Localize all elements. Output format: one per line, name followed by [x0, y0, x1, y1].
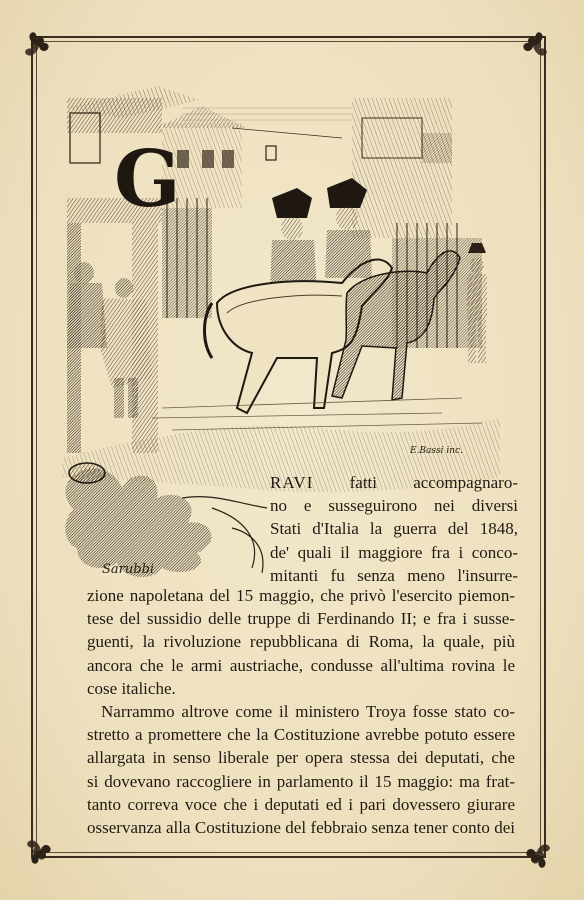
text-line: Narrammo altrove come il ministero Troya fosse stato co-	[101, 701, 515, 721]
opening-paragraph-wrapped	[270, 471, 518, 587]
text-line: stretto a promettere che la Costituzione avrebbe potuto essere	[87, 725, 515, 745]
text-line: guenti, la rivoluzione repubblicana di Roma, la quale, più	[87, 632, 515, 652]
text-line: Stati d'Italia la guerra del 1848,	[270, 519, 518, 539]
text-line: ancora che le armi austriache, condusse all'ultima rovina le	[87, 655, 515, 675]
artist-signature: Sarubbi	[102, 562, 155, 577]
text-line: si dovevano raccogliere in parlamento il 15 maggio: ma frat-	[87, 771, 515, 791]
text-line: allargata in senso liberale per opera stessa dei deputati, che	[87, 748, 515, 768]
corner-ornament-icon	[23, 832, 59, 868]
text-line: mitanti fu senza meno l'insurre-	[270, 565, 518, 585]
corner-ornament-icon	[515, 28, 551, 64]
text-line: cose italiche.	[87, 678, 176, 698]
text-line: no e susseguirono nei diversi	[270, 496, 518, 516]
text-line: de' quali il maggiore fra i conco-	[270, 542, 518, 562]
corner-ornament-icon	[518, 836, 554, 872]
corner-ornament-icon	[21, 28, 57, 64]
initial-letter: G	[114, 134, 181, 225]
engraver-signature: E.Bassi inc.	[410, 446, 463, 456]
text-line: osservanza alla Costituzione del febbraio senza tener conto dei	[87, 817, 515, 837]
text-line: tanto correva voce che i deputati ed i pari dovessero giurare	[87, 794, 515, 814]
text-line: zione napoletana del 15 maggio, che privò l'esercito piemon-	[87, 586, 515, 605]
text-line: tese del sussidio delle truppe di Ferdinando II; e fra i susse-	[87, 609, 515, 629]
text-line: RAVI fatti accompagnaro-	[270, 473, 518, 492]
body-text	[87, 584, 515, 839]
